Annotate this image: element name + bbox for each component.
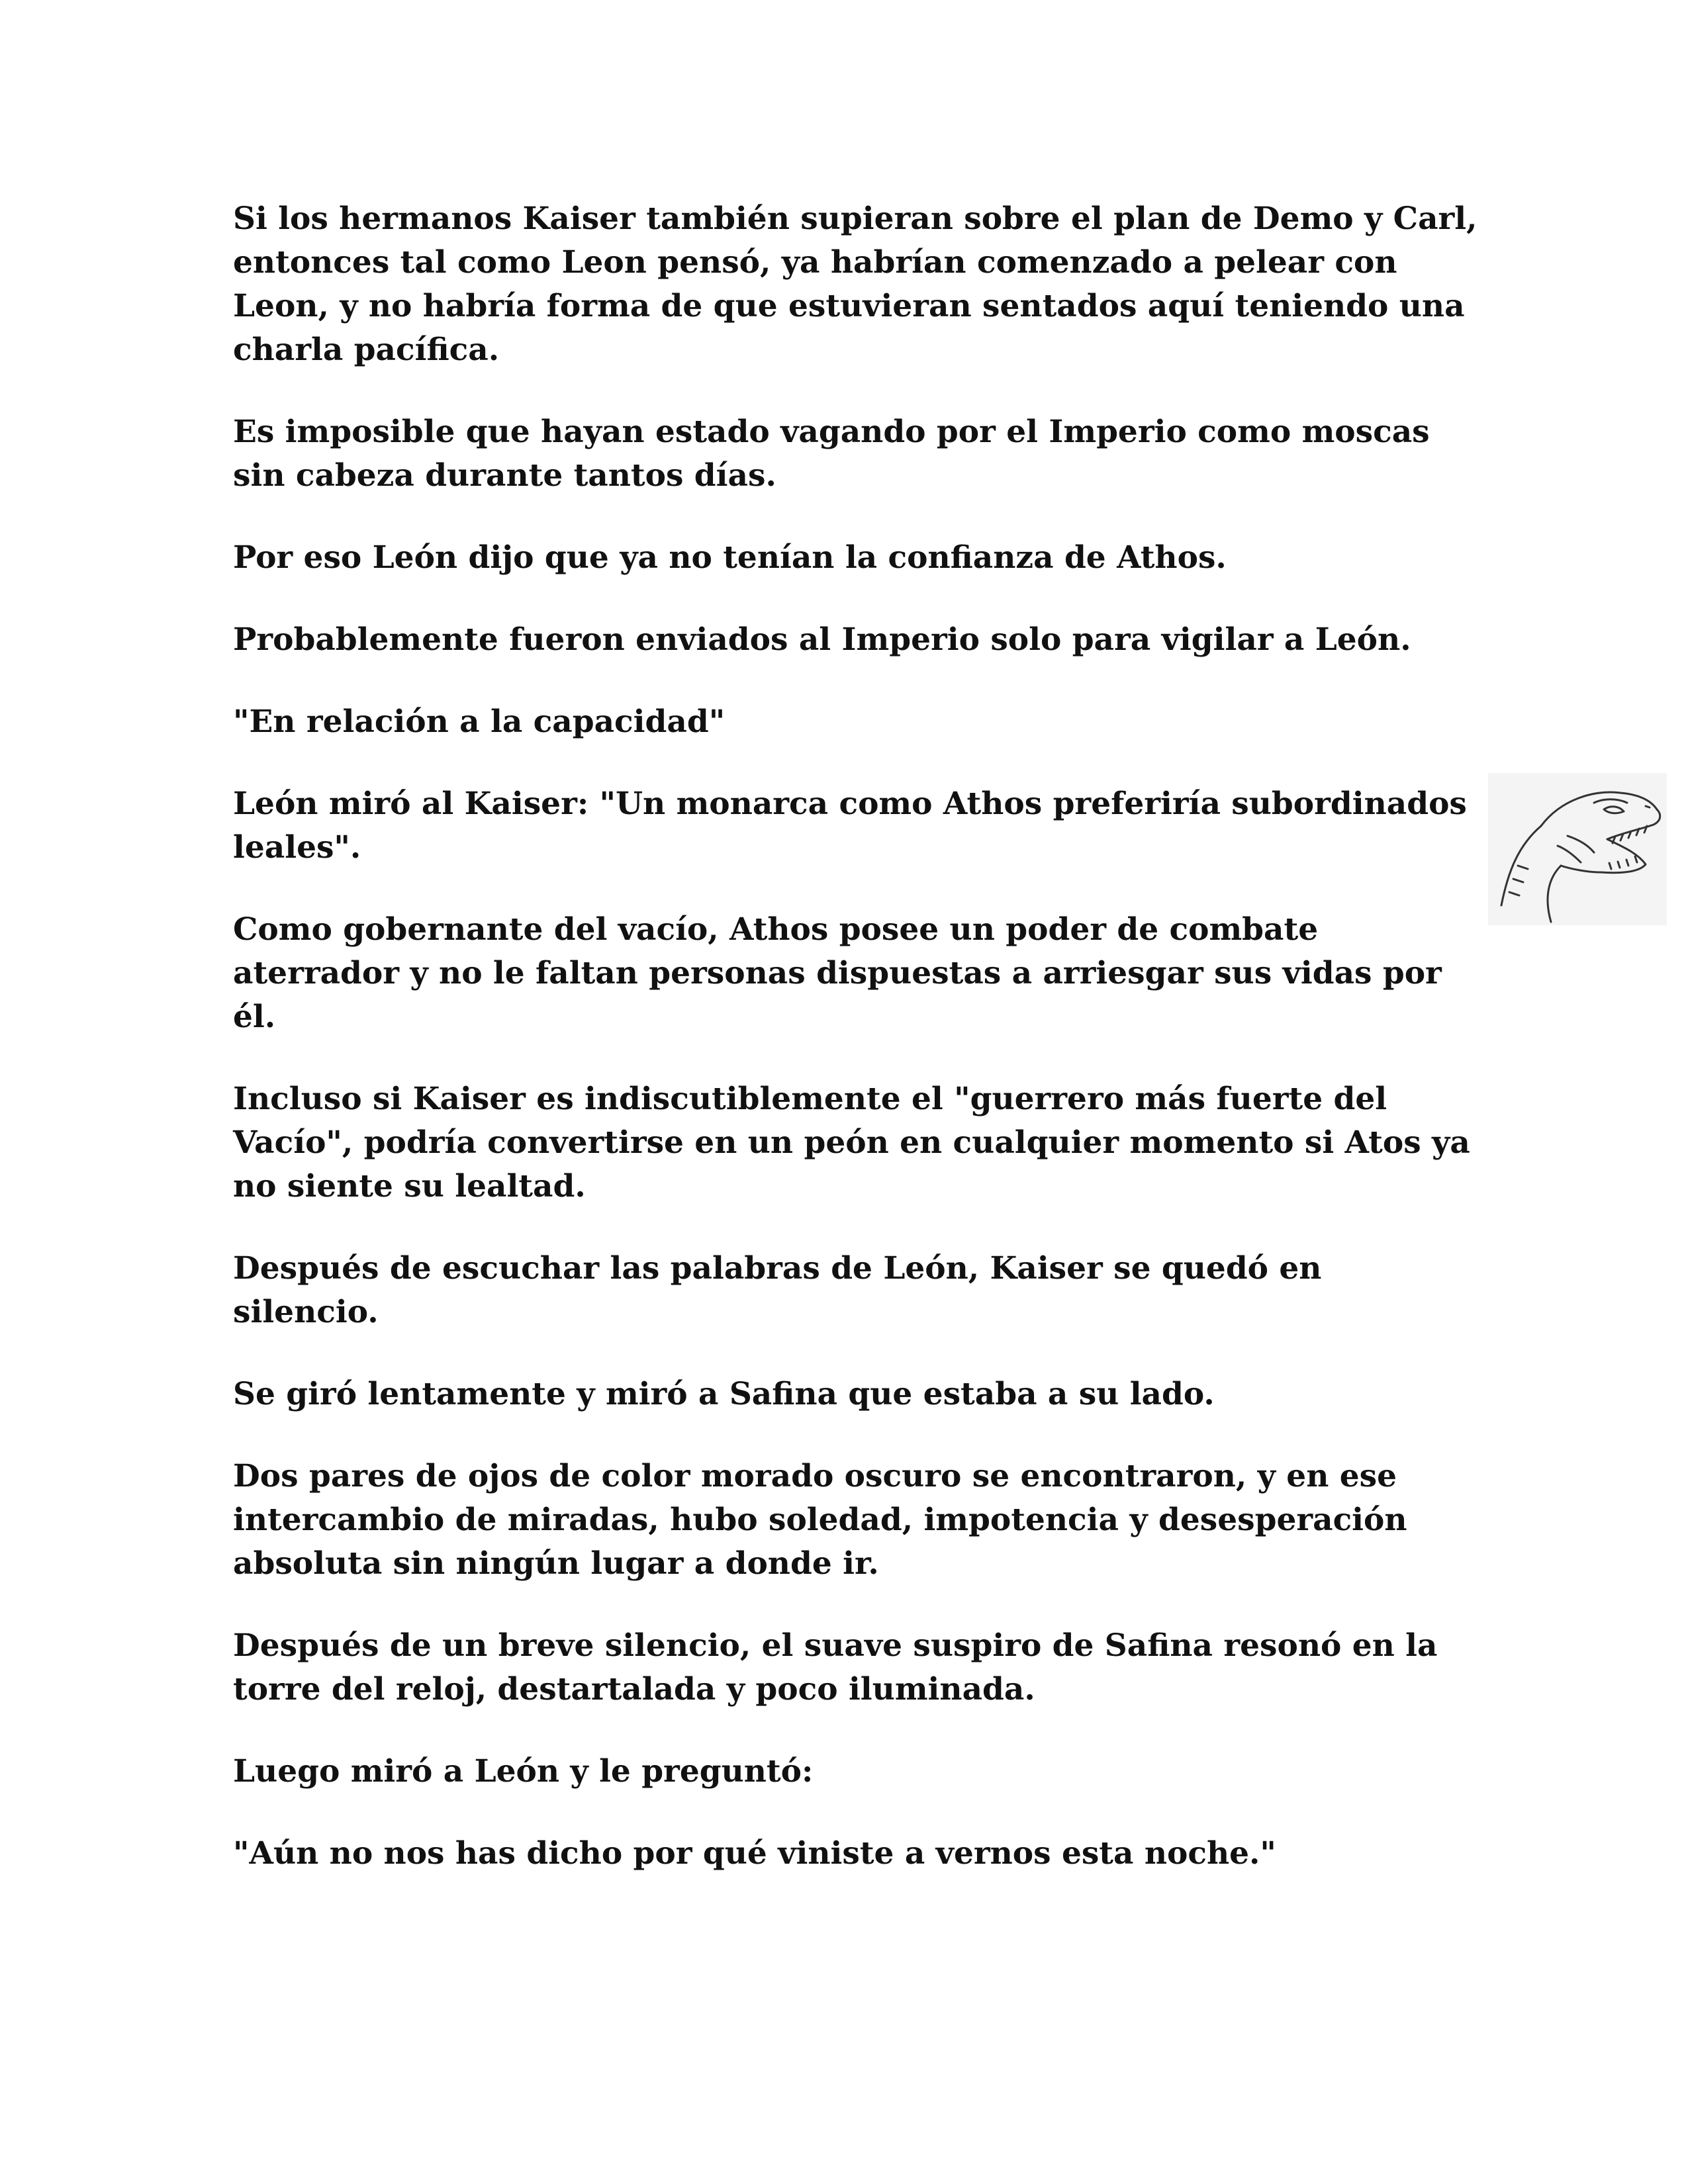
dinosaur-head-icon — [1488, 773, 1667, 925]
document-body — [233, 197, 1477, 1914]
paragraph: Incluso si Kaiser es indiscutiblemente el "guerrero más fuerte del Vacío", podría convertirse en un peón en cualquier momento si Atos ya no siente su lealtad. — [233, 1081, 1470, 1205]
paragraph: "Aún no nos has dicho por qué viniste a vernos esta noche." — [233, 1835, 1276, 1872]
paragraph: Como gobernante del vacío, Athos posee un poder de combate aterrador y no le faltan personas dispuestas a arriesgar sus vidas por él. — [233, 911, 1442, 1035]
paragraph: Por eso León dijo que ya no tenían la confianza de Athos. — [233, 539, 1227, 576]
paragraph: Dos pares de ojos de color morado oscuro se encontraron, y en ese intercambio de miradas, hubo soledad, impotencia y desesperación absoluta sin ningún lugar a donde ir. — [233, 1458, 1407, 1582]
paragraph: Es imposible que hayan estado vagando por el Imperio como moscas sin cabeza durante tantos días. — [233, 414, 1430, 494]
paragraph: Luego miró a León y le preguntó: — [233, 1753, 814, 1790]
paragraph: Después de un breve silencio, el suave suspiro de Safina resonó en la torre del reloj, destartalada y poco iluminada. — [233, 1627, 1438, 1707]
paragraph: "En relación a la capacidad" — [233, 704, 726, 740]
paragraph: Se giró lentamente y miró a Safina que estaba a su lado. — [233, 1376, 1215, 1412]
paragraph: León miró al Kaiser: "Un monarca como Athos preferiría subordinados leales". — [233, 786, 1467, 866]
paragraph: Probablemente fueron enviados al Imperio solo para vigilar a León. — [233, 621, 1411, 658]
paragraph: Si los hermanos Kaiser también supieran sobre el plan de Demo y Carl, entonces tal como Leon pensó, ya habrían comenzado a pelear con Leon, y no habría forma de que estuvieran sentados aquí teniendo una charla pacífica. — [233, 201, 1477, 368]
paragraph: Después de escuchar las palabras de León, Kaiser se quedó en silencio. — [233, 1250, 1322, 1330]
